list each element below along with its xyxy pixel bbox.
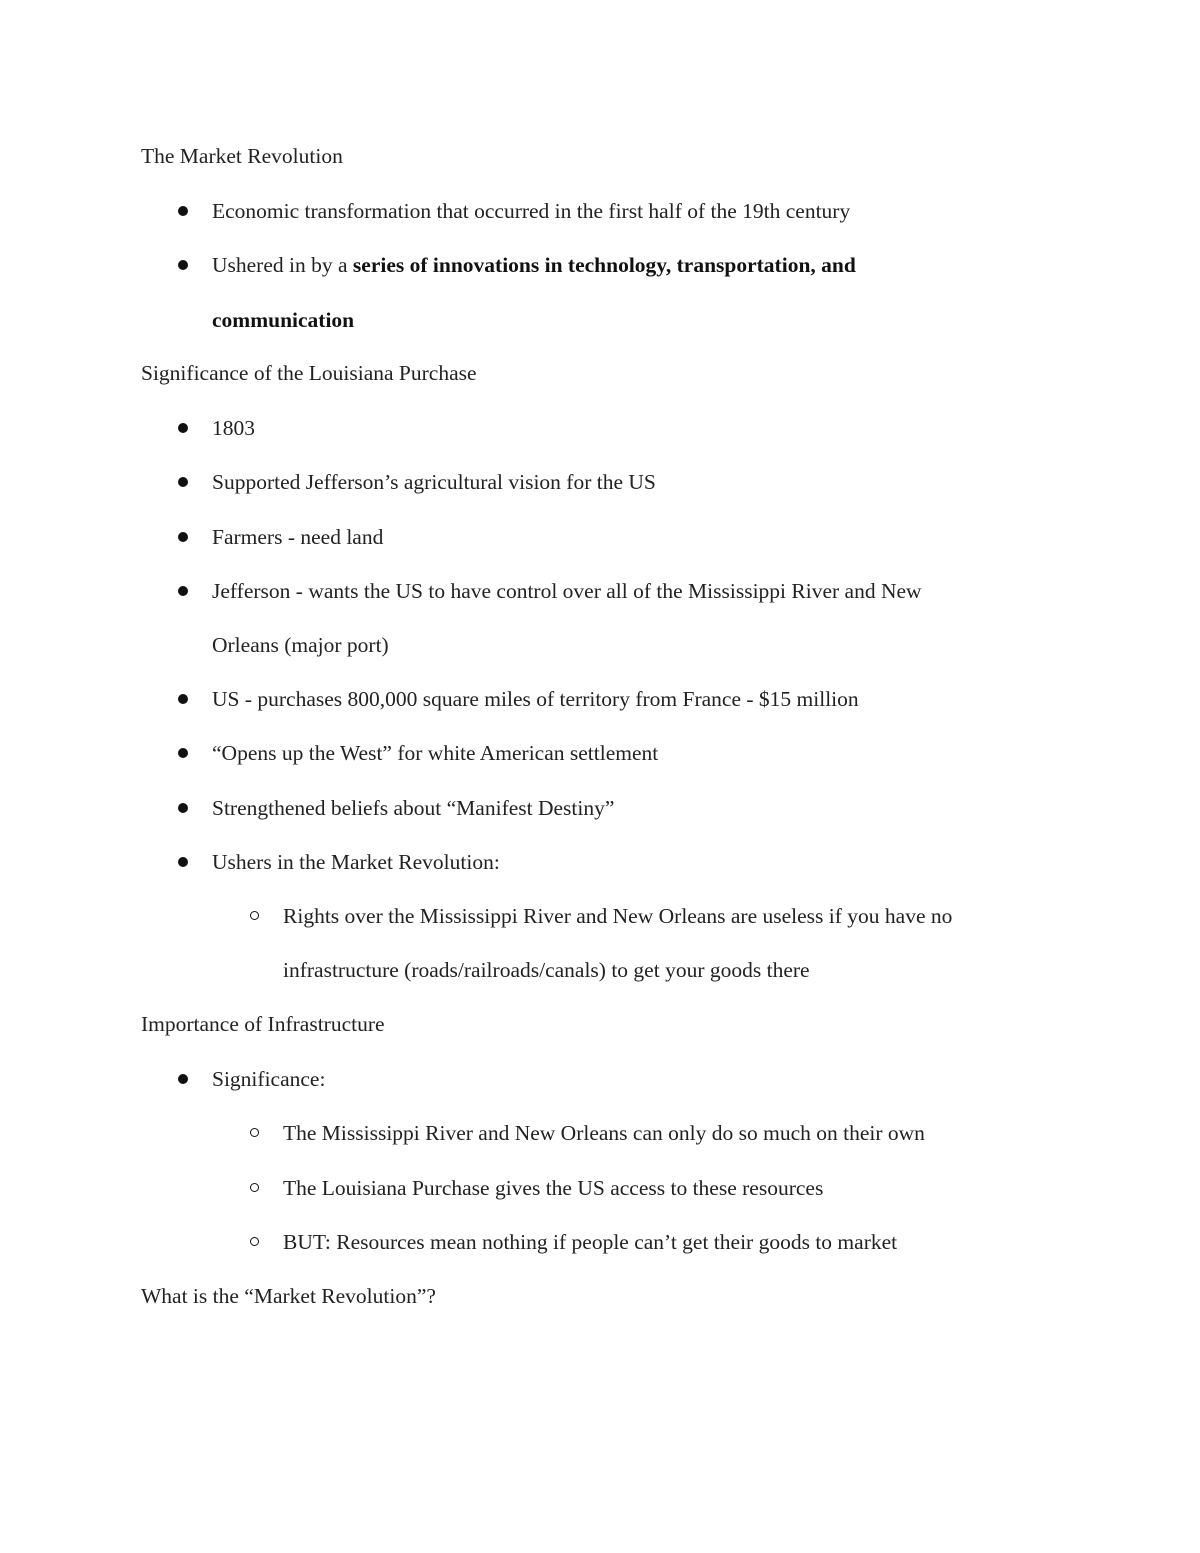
- list-item: Jefferson - wants the US to have control over all of the Mississippi River and New: [212, 579, 922, 603]
- section-heading: Importance of Infrastructure: [141, 1012, 385, 1036]
- list-item-continuation: Orleans (major port): [212, 633, 389, 657]
- list-item: [212, 250, 856, 280]
- list-item: Supported Jefferson’s agricultural vision for the US: [212, 470, 656, 494]
- bullet-disc-icon: [178, 206, 188, 216]
- bullet-disc-icon: [178, 423, 188, 433]
- list-item-bold-text: series of innovations in technology, transportation, and: [352, 253, 856, 277]
- list-item-continuation: communication: [212, 308, 355, 332]
- section-heading: What is the “Market Revolution”?: [141, 1284, 436, 1308]
- bullet-disc-icon: [178, 1074, 188, 1084]
- section-heading: Significance of the Louisiana Purchase: [141, 361, 477, 385]
- bullet-circle-icon: [250, 1183, 259, 1192]
- bullet-disc-icon: [178, 803, 188, 813]
- bullet-disc-icon: [178, 748, 188, 758]
- list-item: “Opens up the West” for white American settlement: [212, 741, 659, 765]
- bullet-disc-icon: [178, 857, 188, 867]
- sub-list-item: The Louisiana Purchase gives the US access to these resources: [283, 1176, 824, 1200]
- bullet-disc-icon: [178, 477, 188, 487]
- sub-list-item-continuation: infrastructure (roads/railroads/canals) to get your goods there: [283, 958, 810, 982]
- list-item: Significance:: [212, 1067, 326, 1091]
- bullet-circle-icon: [250, 911, 259, 920]
- list-item: Economic transformation that occurred in the first half of the 19th century: [212, 199, 851, 223]
- sub-list-item: Rights over the Mississippi River and New Orleans are useless if you have no: [283, 904, 953, 928]
- bullet-circle-icon: [250, 1128, 259, 1137]
- bullet-circle-icon: [250, 1237, 259, 1246]
- bullet-disc-icon: [178, 694, 188, 704]
- bullet-disc-icon: [178, 586, 188, 596]
- list-item: US - purchases 800,000 square miles of territory from France - $15 million: [212, 687, 859, 711]
- list-item: Farmers - need land: [212, 525, 384, 549]
- bullet-disc-icon: [178, 532, 188, 542]
- list-item-text: Ushered in by a: [212, 253, 353, 277]
- section-heading: The Market Revolution: [141, 144, 343, 168]
- sub-list-item: BUT: Resources mean nothing if people can’t get their goods to market: [283, 1230, 898, 1254]
- bullet-disc-icon: [178, 260, 188, 270]
- list-item: Ushers in the Market Revolution:: [212, 850, 500, 874]
- sub-list-item: The Mississippi River and New Orleans can only do so much on their own: [283, 1121, 925, 1145]
- list-item: Strengthened beliefs about “Manifest Destiny”: [212, 796, 615, 820]
- list-item: 1803: [212, 416, 255, 440]
